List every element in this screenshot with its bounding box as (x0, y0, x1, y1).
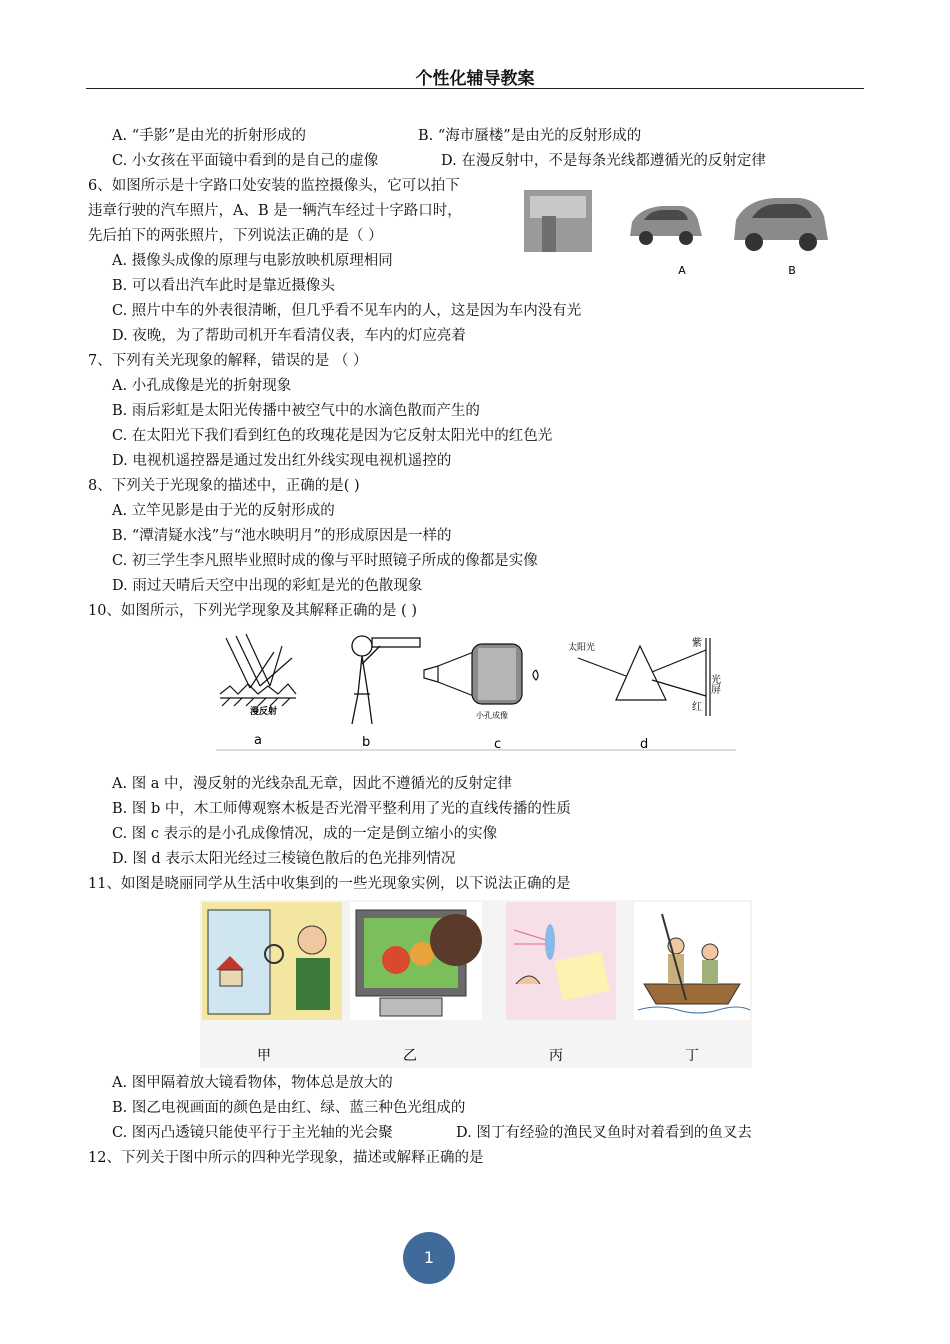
diffuse-reflection-diagram (220, 634, 296, 706)
q10-option-a: A. 图 a 中，漫反射的光线杂乱无章，因此不遵循光的反射定律 (112, 776, 513, 792)
q7-option-b: B. 雨后彩虹是太阳光传播中被空气中的水滴色散而产生的 (112, 403, 480, 419)
pinhole-label: 小孔成像 (476, 711, 508, 720)
q10-stem: 10、如图所示，下列光学现象及其解释正确的是 ( ) (88, 603, 417, 619)
fisherman-picture (634, 902, 750, 1020)
convex-lens-picture (506, 902, 616, 1020)
q5-option-b: B. “海市蜃楼”是由光的反射形成的 (418, 128, 642, 144)
car-b-image (734, 198, 828, 251)
screen-label: 光屏 (708, 674, 720, 694)
q11-option-c: C. 图丙凸透镜只能使平行于主光轴的光会聚 (112, 1125, 393, 1141)
q6-stem-line3: 先后拍下的两张照片，下列说法正确的是（ ） (88, 228, 383, 244)
q8-option-d: D. 雨过天晴后天空中出现的彩虹是光的色散现象 (112, 578, 423, 594)
pinhole-camera-diagram (424, 644, 538, 704)
q7-option-d: D. 电视机遥控器是通过发出红外线实现电视机遥控的 (112, 453, 452, 469)
q6-stem-line2: 违章行驶的汽车照片，A、B 是一辆汽车经过十字路口时， (88, 203, 462, 219)
magnifier-picture (202, 902, 342, 1020)
violet-label: 紫 (692, 638, 702, 649)
fig11-label-jia: 甲 (257, 1048, 271, 1064)
q6-stem-line1: 6、如图所示是十字路口处安装的监控摄像头，它可以拍下 (88, 178, 460, 194)
q11-stem: 11、如图是晓丽同学从生活中收集到的一些光现象实例，以下说法正确的是 (88, 876, 571, 892)
fig11-label-bing: 丙 (549, 1048, 563, 1064)
q10-option-c: C. 图 c 表示的是小孔成像情况，成的一定是倒立缩小的实像 (112, 826, 498, 842)
q8-stem: 8、下列关于光现象的描述中，正确的是( ) (88, 478, 360, 494)
q8-option-a: A. 立竿见影是由于光的反射形成的 (112, 503, 335, 519)
page-header: 个性化辅导教案 (415, 69, 535, 89)
q6-option-a: A. 摄像头成像的原理与电影放映机原理相同 (112, 253, 393, 269)
q5-option-a: A. “手影”是由光的折射形成的 (112, 128, 307, 144)
q11-option-a: A. 图甲隔着放大镜看物体，物体总是放大的 (112, 1075, 393, 1091)
q8-option-b: B. “潭清疑水浅”与“池水映明月”的形成原因是一样的 (112, 528, 452, 544)
camera-housing-shape (530, 196, 586, 218)
prism-dispersion-diagram (578, 638, 710, 716)
q12-stem: 12、下列关于图中所示的四种光学现象，描述或解释正确的是 (88, 1150, 484, 1166)
carpenter-sighting-diagram (352, 636, 420, 724)
photo-label-b: B (788, 264, 796, 277)
diffuse-label: 漫反射 (250, 707, 278, 717)
q5-option-d: D. 在漫反射中，不是每条光线都遵循光的反射定律 (441, 153, 766, 169)
q11-phenomena-figure (200, 900, 752, 1068)
q6-option-c: C. 照片中车的外表很清晰，但几乎看不见车内的人，这是因为车内没有光 (112, 303, 582, 319)
q6-option-d: D. 夜晚，为了帮助司机开车看清仪表，车内的灯应亮着 (112, 328, 466, 344)
q6-car-photos-figure (522, 186, 842, 280)
television-picture (350, 902, 482, 1020)
q11-option-d: D. 图丁有经验的渔民叉鱼时对着看到的鱼叉去 (456, 1125, 752, 1141)
q7-stem: 7、下列有关光现象的解释，错误的是 （ ） (88, 353, 368, 369)
fig10-label-d: d (640, 737, 649, 752)
q10-option-d: D. 图 d 表示太阳光经过三棱镜色散后的色光排列情况 (112, 851, 456, 867)
q5-option-c: C. 小女孩在平面镜中看到的是自己的虚像 (112, 153, 379, 169)
q8-option-c: C. 初三学生李凡照毕业照时成的像与平时照镜子所成的像都是实像 (112, 553, 538, 569)
car-a-image (630, 206, 702, 245)
fig10-label-a: a (254, 733, 262, 748)
page-number-badge: 1 (403, 1232, 455, 1284)
fig10-label-c: c (494, 737, 502, 752)
q11-option-b: B. 图乙电视画面的颜色是由红、绿、蓝三种色光组成的 (112, 1100, 466, 1116)
fig10-label-b: b (362, 735, 371, 750)
fig11-label-yi: 乙 (403, 1048, 417, 1064)
q10-option-b: B. 图 b 中，木工师傅观察木板是否光滑平整利用了光的直线传播的性质 (112, 801, 571, 817)
header-rule (86, 88, 864, 89)
fig11-label-ding: 丁 (685, 1048, 699, 1064)
sunlight-label: 太阳光 (568, 643, 596, 653)
photo-label-a: A (678, 264, 686, 277)
red-label: 红 (692, 702, 702, 713)
q10-optics-figure (212, 624, 740, 754)
q6-option-b: B. 可以看出汽车此时是靠近摄像头 (112, 278, 335, 294)
q7-option-c: C. 在太阳光下我们看到红色的玫瑰花是因为它反射太阳光中的红色光 (112, 428, 553, 444)
camera-mount-shape (542, 216, 556, 252)
q7-option-a: A. 小孔成像是光的折射现象 (112, 378, 292, 394)
